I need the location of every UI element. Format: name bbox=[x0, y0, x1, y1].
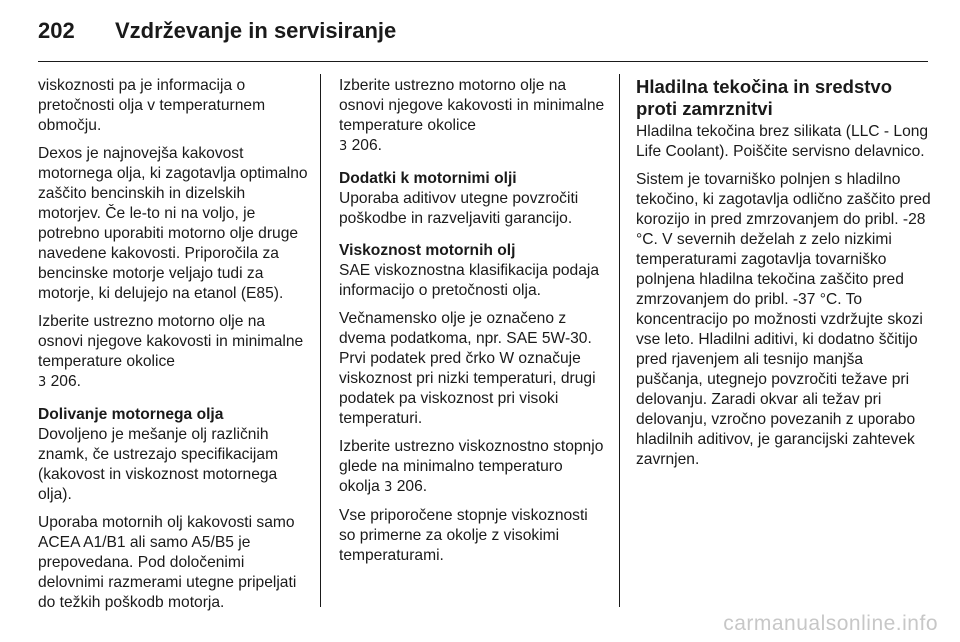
paragraph: viskoznosti pa je informacija o pretočnosti olja v temperaturnem območju. bbox=[38, 77, 266, 134]
paragraph bbox=[38, 312, 310, 393]
paragraph-text: Izberite ustrezno viskoznostno stopnjo glede na minimalno temperaturo okolja bbox=[339, 438, 604, 495]
paragraph bbox=[339, 437, 605, 498]
paragraph: Večnamensko olje je označeno z dvema podatkoma, npr. SAE 5W-30. Prvi podatek pred črko W označuje viskoznost pri nizki temperaturi, drugi podatek pa viskoznost pri visoki temperaturi. bbox=[339, 310, 596, 427]
column-right bbox=[636, 76, 932, 478]
header-rule bbox=[38, 61, 928, 62]
page-title: Vzdrževanje in servisiranje bbox=[115, 18, 397, 43]
page-header bbox=[38, 16, 928, 58]
paragraph: Vse priporočene stopnje viskoznosti so primerne za okolje z visokimi temperaturami. bbox=[339, 507, 588, 564]
page-ref[interactable]: 206. bbox=[50, 373, 81, 390]
paragraph-text: Izberite ustrezno motorno olje na osnovi njegove kakovosti in minimalne temperature okolice bbox=[339, 77, 605, 134]
page-ref-icon: 3 bbox=[38, 375, 47, 390]
paragraph: SAE viskoznostna klasifikacija podaja informacijo o pretočnosti olja. bbox=[339, 262, 600, 299]
subheading: Viskoznost motornih olj bbox=[339, 242, 516, 259]
page-ref-icon: 3 bbox=[339, 139, 348, 154]
subheading: Dolivanje motornega olja bbox=[38, 406, 224, 423]
column-divider bbox=[320, 74, 321, 607]
section-heading: Hladilna tekočina in sredstvo proti zamrznitvi bbox=[636, 76, 892, 119]
page-ref[interactable]: 206. bbox=[396, 478, 428, 495]
paragraph: Sistem je tovarniško polnjen s hladilno tekočino, ki zagotavlja odlično zaščito pred korozijo in pred zmrzovanjem do pribl. -28 °C. V severnih deželah z zelo nizkimi temperaturami zagotavlja tovarniško polnjena hladilna tekočina zaščito pred zmrzovanjem do pribl. -37 °C. To koncentracijo po možnosti vzdržujte skozi vse leto. Hladilni aditivi, ki dodatno ščitijo pred rjavenjem ali tesnijo manjša puščanja, utegnejo povzročiti težave pri delovanju. Zaradi okvar ali težav pri delovanju, vzročno povezanih z uporabo hladilnih aditivov, je garancijski zahtevek zavrnjen. bbox=[636, 171, 931, 468]
watermark: carmanualsonline.info bbox=[723, 612, 938, 635]
subheading: Dodatki k motornimi olji bbox=[339, 170, 517, 187]
page-ref-icon: 3 bbox=[384, 480, 393, 495]
paragraph: Uporaba aditivov utegne povzročiti poškodbe in razveljaviti garancijo. bbox=[339, 190, 579, 227]
paragraph: Uporaba motornih olj kakovosti samo ACEA A1/B1 ali samo A5/B5 je prepovedana. Pod določenimi delovnimi razmerami utegne pripeljati do težkih poškodb motorja. bbox=[38, 514, 297, 611]
paragraph-text: Izberite ustrezno motorno olje na osnovi njegove kakovosti in minimalne temperature okolice bbox=[38, 313, 304, 370]
column-middle bbox=[339, 76, 605, 574]
column-divider bbox=[619, 74, 620, 607]
paragraph: Hladilna tekočina brez silikata (LLC - Long Life Coolant). Poiščite servisno delavnico. bbox=[636, 123, 929, 160]
paragraph bbox=[339, 76, 605, 157]
page-number: 202 bbox=[38, 18, 75, 43]
paragraph: Dexos je najnovejša kakovost motornega olja, ki zagotavlja optimalno zaščito bencinskih in dizelskih motorjev. Če le-to ni na voljo, je potrebno uporabiti motorno olje druge navedene kakovosti. Priporočila za bencinske motorje veljajo tudi za motorje, ki delujejo na etanol (E85). bbox=[38, 145, 308, 302]
page-ref[interactable]: 206. bbox=[351, 137, 382, 154]
column-left bbox=[38, 76, 310, 621]
paragraph: Dovoljeno je mešanje olj različnih znamk, če ustrezajo specifikacijam (kakovost in viskoznost motornega olja). bbox=[38, 426, 279, 503]
